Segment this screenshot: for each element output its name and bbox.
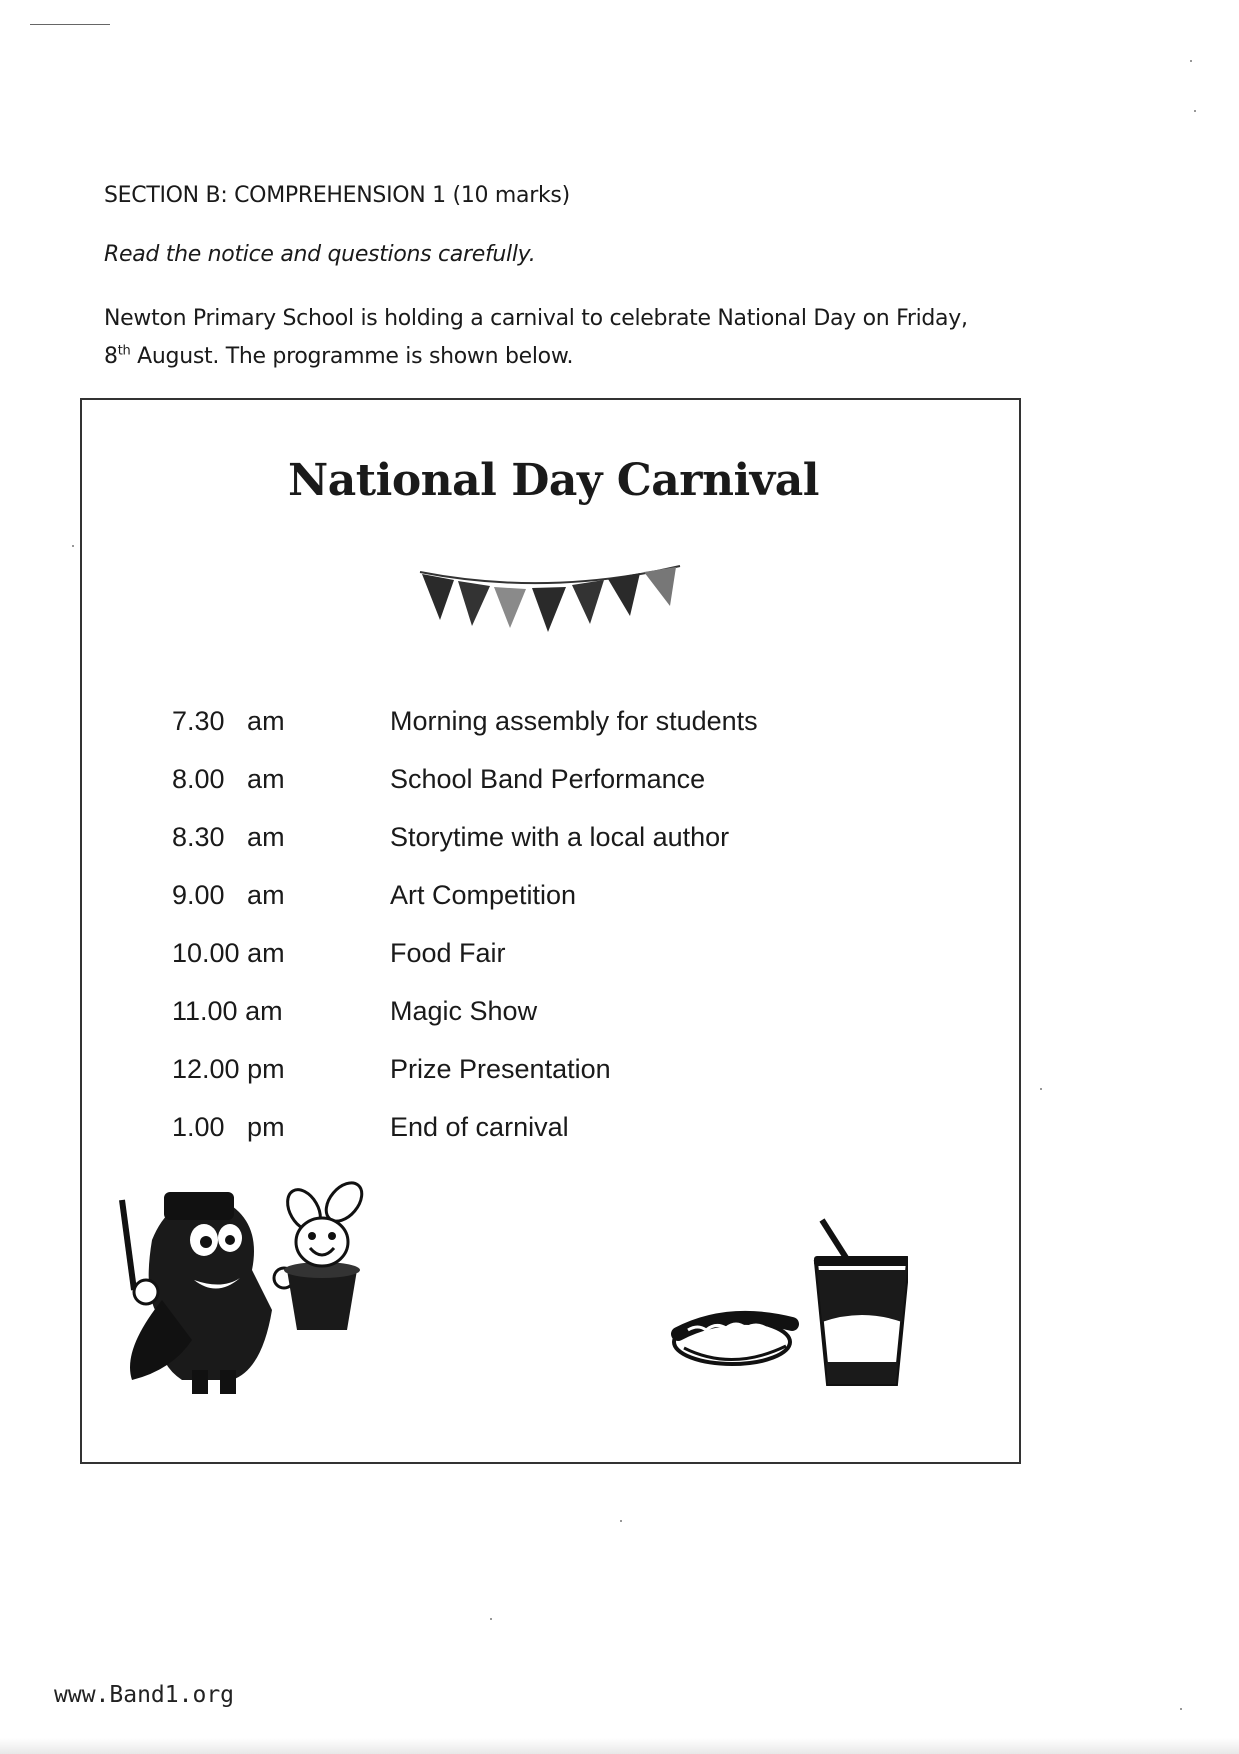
schedule-row	[172, 822, 910, 880]
schedule-row	[172, 1112, 910, 1170]
schedule-time: 7.30 am	[172, 706, 285, 736]
intro-line-1: Newton Primary School is holding a carnival to celebrate National Day on Friday,	[104, 306, 968, 331]
section-heading: SECTION B: COMPREHENSION 1 (10 marks)	[104, 183, 570, 208]
scan-edge	[0, 1738, 1239, 1754]
schedule-time: 1.00 pm	[172, 1112, 285, 1142]
footer-url: www.Band1.org	[54, 1682, 235, 1708]
scan-speck	[490, 1618, 492, 1620]
schedule-event: End of carnival	[390, 1112, 569, 1142]
food-illustration	[668, 1212, 908, 1397]
magician-icon	[112, 1180, 392, 1405]
intro-line-2: August. The programme is shown below.	[130, 344, 574, 369]
schedule-row	[172, 1054, 910, 1112]
scan-speck	[1194, 110, 1196, 112]
scan-speck	[72, 545, 74, 547]
schedule	[172, 706, 910, 1170]
schedule-event: Prize Presentation	[390, 1054, 611, 1084]
intro-paragraph	[104, 300, 1064, 376]
schedule-time: 11.00 am	[172, 996, 283, 1026]
schedule-row	[172, 996, 910, 1054]
scan-speck	[1040, 1088, 1042, 1090]
schedule-row	[172, 880, 910, 938]
drink-icon	[814, 1220, 908, 1384]
schedule-time: 8.30 am	[172, 822, 285, 852]
instruction-text: Read the notice and questions carefully.	[104, 242, 536, 267]
schedule-time: 10.00 am	[172, 938, 285, 968]
schedule-event: Art Competition	[390, 880, 577, 910]
schedule-event: Morning assembly for students	[390, 706, 758, 736]
intro-day-number: 8	[104, 344, 118, 369]
scan-speck	[1180, 1708, 1182, 1710]
scan-speck	[620, 1520, 622, 1522]
notice-title: National Day Carnival	[288, 455, 819, 506]
hotdog-icon	[674, 1318, 792, 1364]
schedule-row	[172, 706, 910, 764]
schedule-time: 12.00 pm	[172, 1054, 285, 1084]
schedule-time: 9.00 am	[172, 880, 285, 910]
schedule-event: Storytime with a local author	[390, 822, 730, 852]
bunting-icon	[418, 562, 688, 647]
scan-speck	[1190, 60, 1192, 62]
schedule-row	[172, 764, 910, 822]
schedule-event: School Band Performance	[390, 764, 706, 794]
intro-day-suffix: th	[117, 343, 131, 359]
scan-mark	[30, 24, 110, 25]
schedule-row	[172, 938, 910, 996]
schedule-event: Food Fair	[390, 938, 506, 968]
schedule-event: Magic Show	[390, 996, 538, 1026]
schedule-time: 8.00 am	[172, 764, 285, 794]
